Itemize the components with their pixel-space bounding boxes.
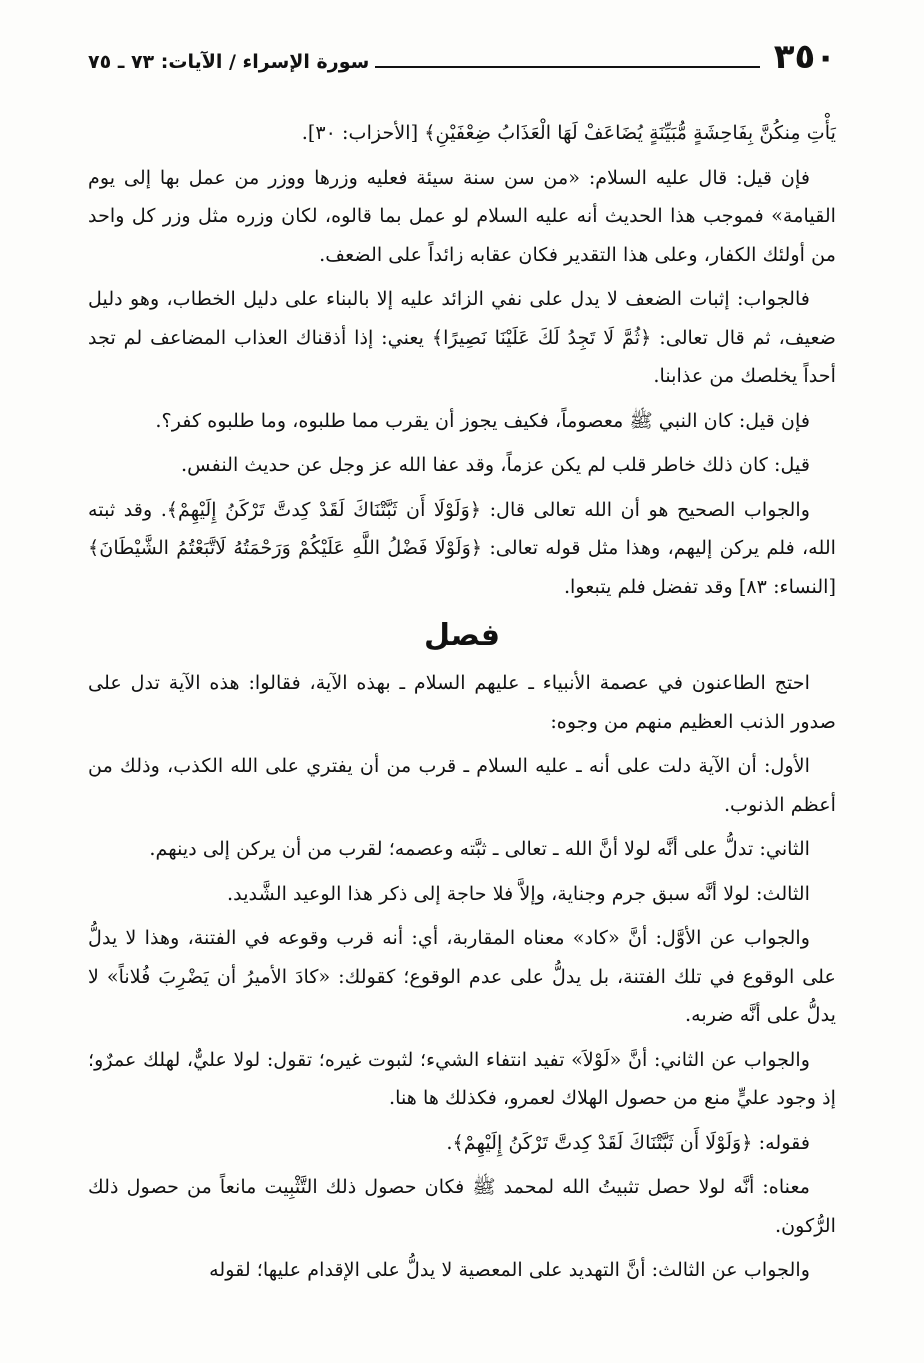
paragraph-answer-thought: قيل: كان ذلك خاطر قلب لم يكن عزماً، وقد عفا الله عز وجل عن حديث النفس. [181, 453, 810, 476]
paragraph-reply-first: والجواب عن الأوَّل: أنَّ «كاد» معناه المقاربة، أي: أنه قرب وقوعه في الفتنة، وهذا لا يدلُّ على الوقوع في تلك الفتنة، بل يدلُّ على عدم الوقوع؛ كقولك: «كادَ الأميرُ أن يَضْرِبَ فُلاناً» لا يدلُّ على أنَّه ضربه. [88, 926, 836, 1026]
paragraph-objection-infallible: فإن قيل: كان النبي ﷺ معصوماً، فكيف يجوز أن يقرب مما طلبوه، وما طلبوه كفر؟. [155, 408, 810, 432]
paragraph-reply-third: والجواب عن الثالث: أنَّ التهديد على المعصية لا يدلُّ على الإقدام عليها؛ لقوله [209, 1258, 810, 1281]
paragraph-meaning: معناه: أنَّه لولا حصل تثبيتُ الله لمحمد ﷺ فكان حصول ذلك التَّثْبِيت مانعاً من حصول ذلك الرُّكون. [88, 1175, 836, 1237]
page-body [88, 114, 836, 1290]
paragraph-answer-double: فالجواب: إثبات الضعف لا يدل على نفي الزائد عليه إلا بالبناء على دليل الخطاب، وهو دليل ضعيف، ثم قال تعالى: ﴿ثُمَّ لَا تَجِدُ لَكَ عَلَيْنَا نَصِيرًا﴾ يعني: إذا أذقناك العذاب المضاعف لم تجد أحداً يخلصك من عذابنا. [88, 287, 836, 387]
paragraph-verse-quote: فقوله: ﴿وَلَوْلَا أَن ثَبَّتْنَاكَ لَقَدْ كِدتَّ تَرْكَنُ إِلَيْهِمْ﴾. [446, 1130, 810, 1154]
section-heading: فصل [424, 618, 500, 653]
page-number: ٣٥٠ [773, 37, 836, 77]
paragraph-first-point: الأول: أن الآية دلت على أنه ـ عليه السلام ـ قرب من أن يفتري على الله الكذب، وذلك من أعظم الذنوب. [88, 754, 836, 816]
paragraph-critics-argument: احتج الطاعنون في عصمة الأنبياء ـ عليهم السلام ـ بهذه الآية، فقالوا: هذه الآية تدل على صدور الذنب العظيم منهم من وجوه: [88, 671, 836, 733]
paragraph-third-point: الثالث: لولا أنَّه سبق جرم وجناية، وإلاَّ فلا حاجة إلى ذكر هذا الوعيد الشَّديد. [227, 881, 810, 905]
page-header [88, 30, 836, 77]
paragraph-second-point: الثاني: تدلُّ على أنَّه لولا أنَّ الله ـ تعالى ـ ثبَّته وعصمه؛ لقرب من أن يركن إلى دينهم. [149, 837, 810, 860]
paragraph-reply-second: والجواب عن الثاني: أنَّ «لَوْلاَ» تفيد انتفاء الشيء؛ لثبوت غيره؛ تقول: لولا عليٌّ، لهلك عمرٌو؛ إذ وجود عليٍّ منع من حصول الهلاك لعمرو، فكذلك ها هنا. [88, 1047, 836, 1109]
paragraph-correct-answer: والجواب الصحيح هو أن الله تعالى قال: ﴿وَلَوْلَا أَن ثَبَّتْنَاكَ لَقَدْ كِدتَّ تَرْكَنُ إِلَيْهِمْ﴾. وقد ثبته الله، فلم يركن إليهم، وهذا مثل قوله تعالى: ﴿وَلَوْلَا فَضْلُ اللَّهِ عَلَيْكُمْ وَرَحْمَتُهُ لَاتَّبَعْتُمُ الشَّيْطَانَ﴾ [النساء: ٨٣] وقد تفضل فلم يتبعوا. [88, 497, 836, 598]
paragraph-verse-continuation: يَأْتِ مِنكُنَّ بِفَاحِشَةٍ مُّبَيِّنَةٍ يُضَاعَفْ لَهَا الْعَذَابُ ضِعْفَيْنِ﴾ [الأحزاب: ٣٠]. [301, 121, 836, 144]
paragraph-objection-hadith: فإن قيل: قال عليه السلام: «من سن سنة سيئة فعليه وزرها ووزر من عمل بها إلى يوم القيامة» فموجب هذا الحديث أنه عليه السلام لو عمل بما قالوه، لكان وزره مثل وزر كل واحد من أولئك الكفار، وعلى هذا التقدير فكان عقابه زائداً على الضعف. [88, 165, 836, 266]
running-title: سورة الإسراء / الآيات: ٧٣ ـ ٧٥ [88, 51, 370, 73]
header-rule [375, 66, 759, 68]
